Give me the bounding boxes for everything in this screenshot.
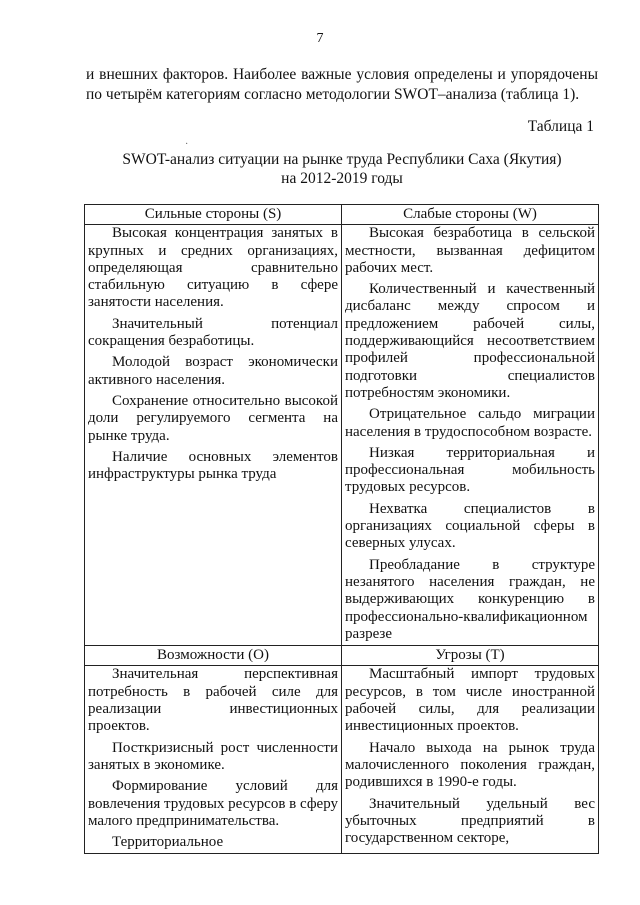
swot-item: Территориальное bbox=[112, 834, 224, 851]
swot-table bbox=[84, 204, 599, 854]
swot-item: Начало выхода на рынок труда малочисленного поколения граждан, родившихся в 1990-е годы. bbox=[345, 739, 595, 791]
swot-item: Нехватка специалистов в организациях социальной сферы в северных улусах. bbox=[345, 500, 595, 552]
swot-item: Значительный удельный вес убыточных предприятий в государственном секторе, bbox=[345, 795, 595, 847]
swot-item: Формирование условий для вовлечения трудовых ресурсов в сферу малого предпринимательства. bbox=[88, 778, 339, 829]
swot-item: Масштабный импорт трудовых ресурсов, в том числе иностранной рабочей силы, для реализации инвестиционных проектов. bbox=[345, 666, 595, 735]
table-label: Таблица 1 bbox=[527, 118, 594, 135]
swot-header-row bbox=[85, 205, 599, 225]
intro-paragraph: и внешних факторов. Наиболее важные условия определены и упорядочены по четырём категориям согласно методологии SWOT–анализа (таблица 1). bbox=[86, 66, 598, 103]
scan-mark: · bbox=[185, 139, 189, 150]
swot-item: Значительная перспективная потребность в рабочей силе для реализации инвестиционных проектов. bbox=[88, 666, 338, 735]
table-title bbox=[86, 150, 598, 188]
swot-item: Посткризисный рост численности занятых в экономике. bbox=[88, 739, 338, 773]
threats-cell bbox=[342, 666, 599, 854]
swot-item: Высокая концентрация занятых в крупных и средних организациях, определяющая сравнительно стабильную ситуацию в сфере занятости населения. bbox=[88, 225, 338, 311]
table-title-line-1: SWOT-анализ ситуации на рынке труда Республики Саха (Якутия) bbox=[122, 151, 562, 168]
swot-item: Сохранение относительно высокой доли регулируемого сегмента на рынке труда. bbox=[88, 392, 338, 444]
table-title-line-2: на 2012-2019 годы bbox=[281, 170, 403, 187]
opportunities-heading: Возможности (O) bbox=[85, 646, 342, 666]
threats-heading: Угрозы (T) bbox=[342, 646, 599, 666]
swot-item: Количественный и качественный дисбаланс между спросом и предложением рабочей силы, поддерживающийся несоответствием профилей профессиональной подготовки специалистов потребностям экономики. bbox=[345, 281, 595, 401]
swot-item: Отрицательное сальдо миграции населения в трудоспособном возрасте. bbox=[345, 406, 595, 440]
swot-item: Высокая безработица в сельской местности, вызванная дефицитом рабочих мест. bbox=[345, 225, 595, 276]
weaknesses-cell bbox=[342, 225, 599, 646]
swot-item: Низкая территориальная и профессиональная мобильность трудовых ресурсов. bbox=[345, 444, 595, 496]
swot-item: Преобладание в структуре незанятого населения граждан, не выдерживающих конкуренцию в профессионально-квалификационном разрезе bbox=[345, 556, 595, 642]
swot-body-row bbox=[85, 225, 599, 646]
weaknesses-heading: Слабые стороны (W) bbox=[342, 205, 599, 225]
swot-item: Значительный потенциал сокращения безработицы. bbox=[88, 315, 338, 350]
page-number: 7 bbox=[316, 31, 324, 46]
strengths-cell bbox=[85, 225, 342, 646]
opportunities-cell bbox=[85, 666, 342, 854]
swot-item: Молодой возраст экономически активного населения. bbox=[88, 354, 338, 388]
strengths-heading: Сильные стороны (S) bbox=[85, 205, 342, 225]
swot-header-row-2 bbox=[85, 646, 599, 666]
swot-body-row-2 bbox=[85, 666, 599, 854]
swot-item: Наличие основных элементов инфраструктуры рынка труда bbox=[88, 448, 338, 483]
